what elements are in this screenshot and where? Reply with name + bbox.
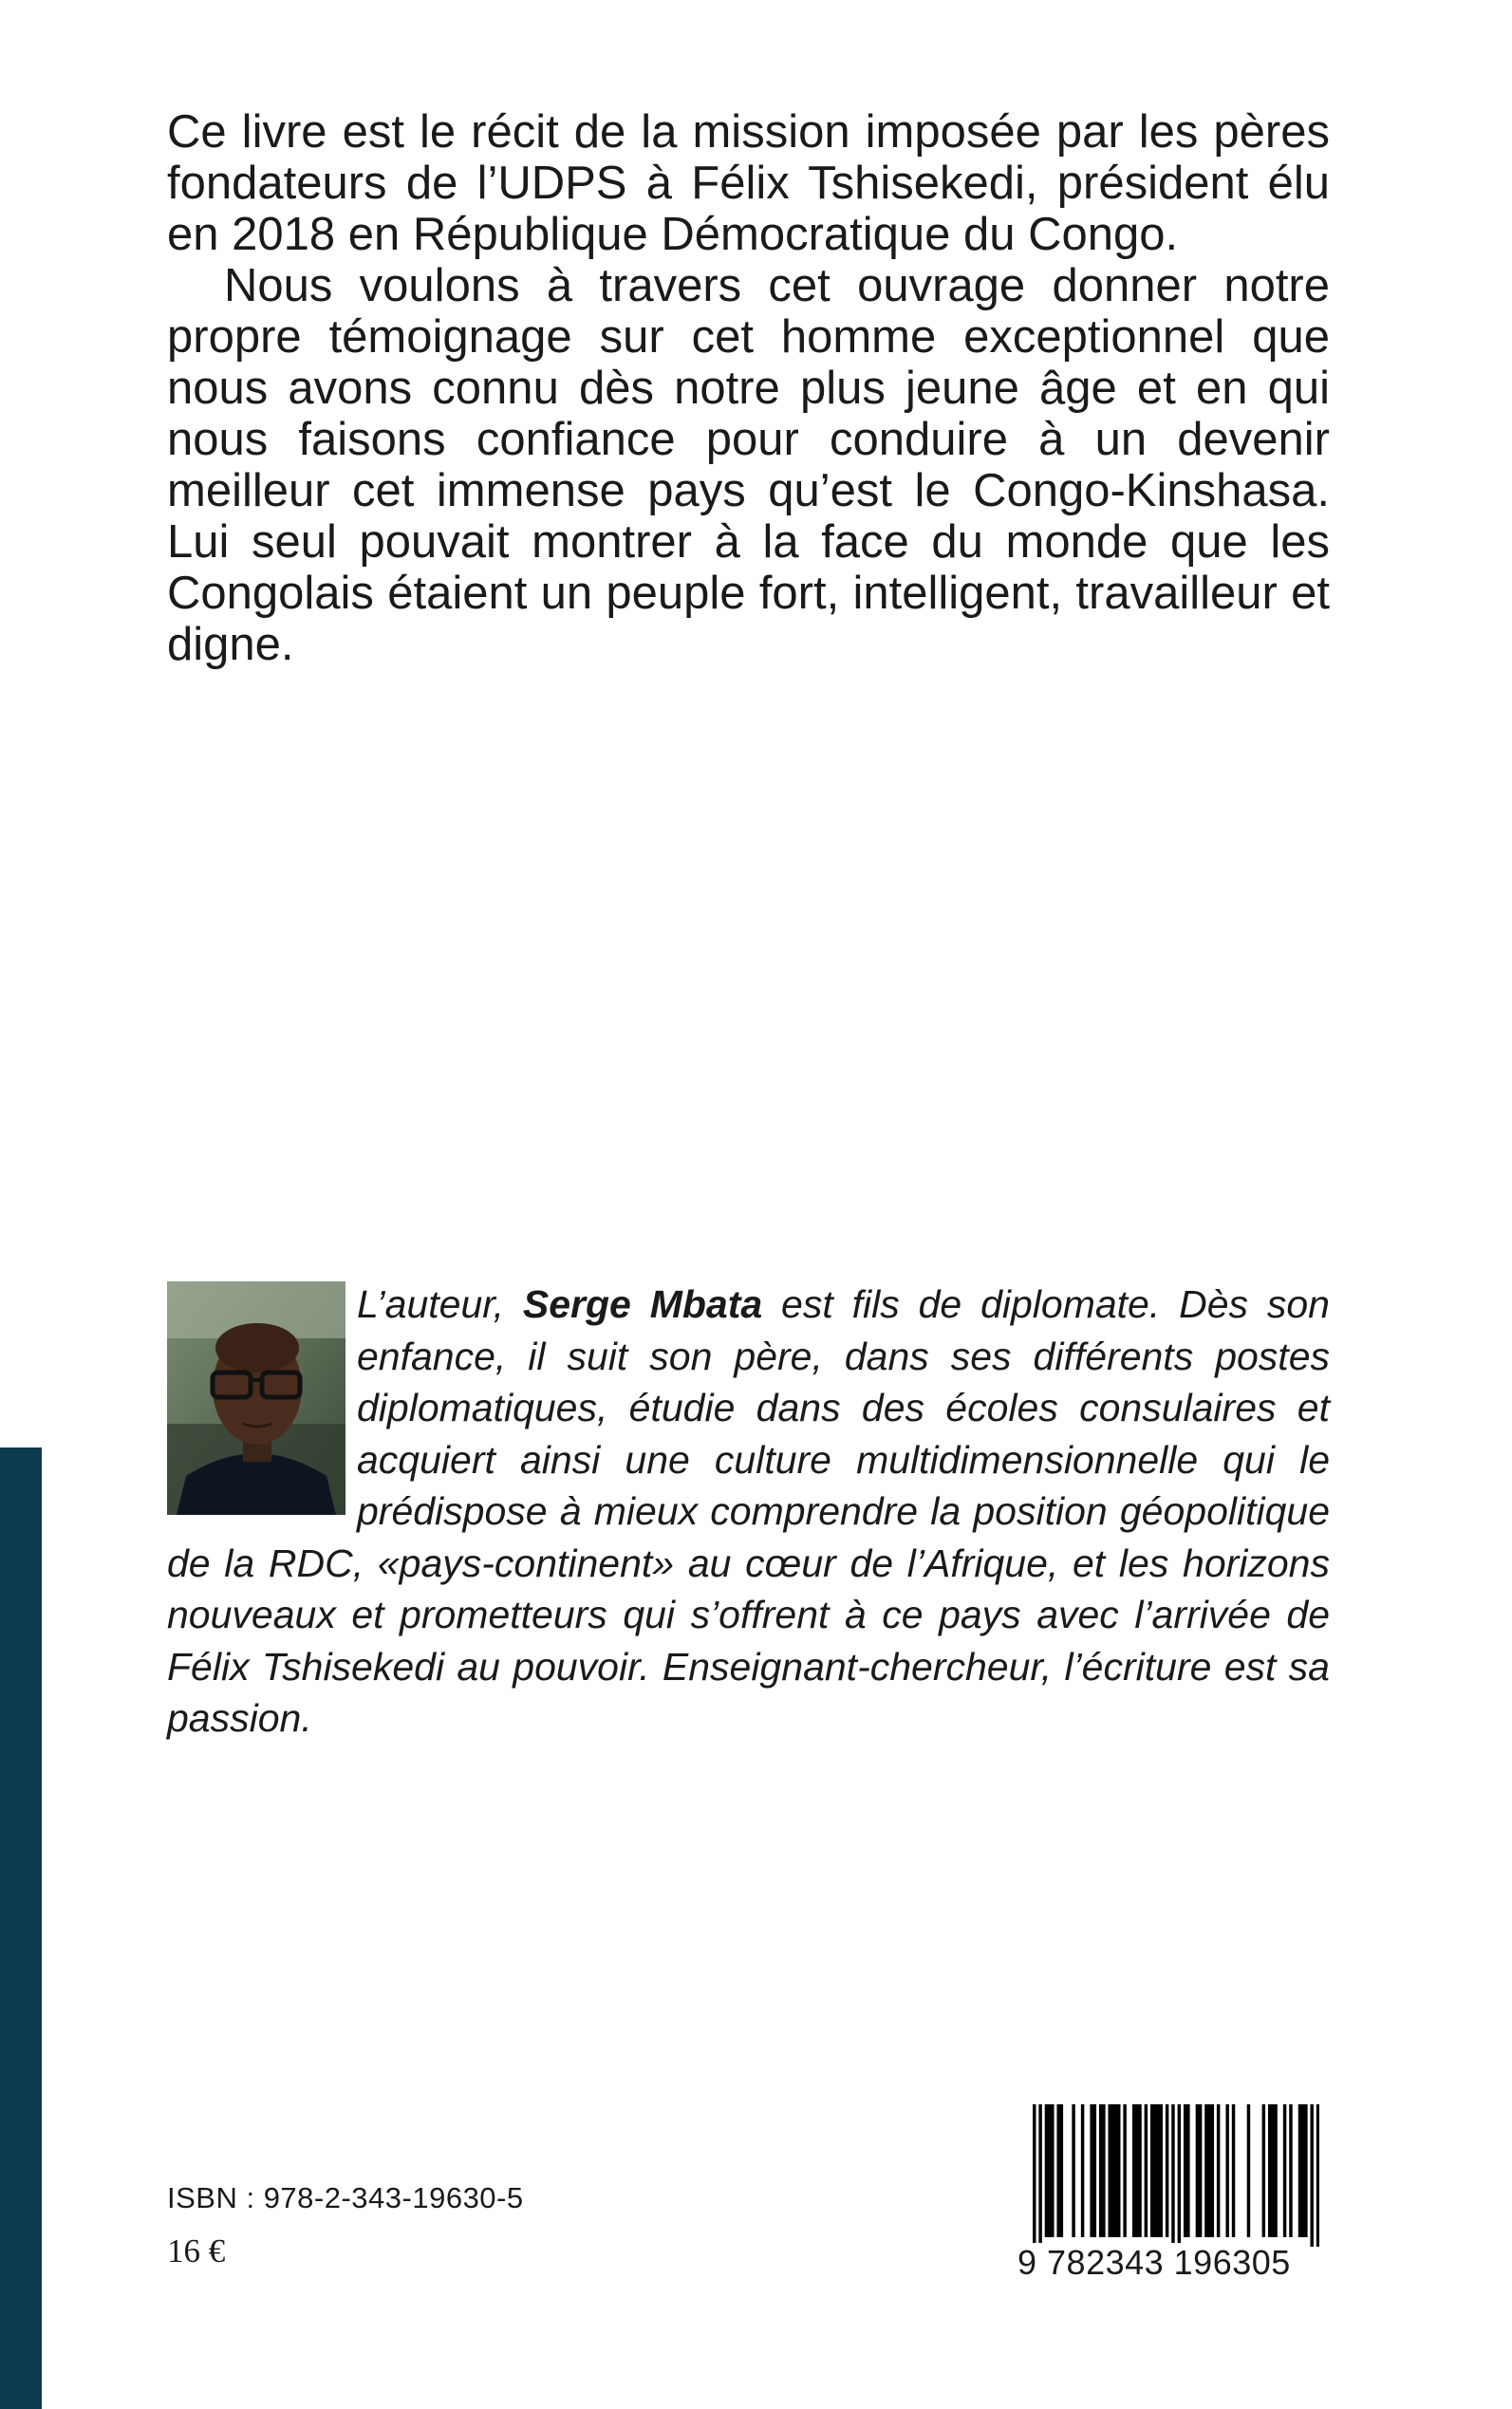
barcode-bar: [1081, 2104, 1084, 2237]
barcode-bar: [1156, 2104, 1159, 2237]
barcode-bar: [1153, 2104, 1156, 2237]
author-bio-text: est fils de diplomate. Dès son enfance, il suit son père, dans ses différents postes diplomatiques, étudie dans des écoles consulaires et acquiert ainsi une culture multidimensionnelle qui le prédispose à mieux comprendre la position géopolitique de la RDC, «pays-continent» au cœur de l’Afrique, et les horizons nouveaux et prometteurs qui s’offrent à ce pays avec l’arrivée de Félix Tshisekedi au pouvoir. Enseignant-chercheur, l’écriture est sa passion.: [167, 1282, 1330, 1740]
barcode-bar: [1289, 2104, 1292, 2237]
barcode-bar: [1033, 2104, 1036, 2247]
barcode-number: 9 782343 196305: [1017, 2243, 1291, 2282]
barcode-bar: [1171, 2104, 1174, 2247]
barcode-bar: [1262, 2104, 1265, 2237]
isbn: ISBN : 978-2-343-19630-5: [167, 2181, 524, 2214]
barcode-bar: [1225, 2104, 1228, 2237]
barcode-bar: [1160, 2104, 1163, 2237]
barcode-bar: [1114, 2104, 1117, 2237]
barcode-bar: [1184, 2104, 1186, 2237]
barcode-bar: [1247, 2104, 1250, 2237]
barcode-bar: [1056, 2104, 1059, 2237]
barcode-bar: [1072, 2104, 1074, 2237]
barcode-bar: [1166, 2104, 1168, 2237]
barcode-bar: [1217, 2104, 1220, 2237]
barcode-bar: [1301, 2104, 1304, 2237]
barcode-bar: [1132, 2104, 1135, 2237]
barcode-bar: [1186, 2104, 1189, 2237]
barcode-bar: [1196, 2104, 1199, 2237]
barcode-bar: [1145, 2104, 1148, 2237]
barcode-bar: [1274, 2104, 1277, 2237]
barcode-bar: [1204, 2104, 1207, 2237]
barcode-bar: [1271, 2104, 1274, 2237]
barcode-bar: [1038, 2104, 1041, 2247]
barcode-bar: [1093, 2104, 1096, 2237]
author-bio: [167, 1279, 1330, 1745]
barcode-bar: [1135, 2104, 1138, 2237]
barcode-bar: [1099, 2104, 1102, 2237]
barcode-bar: [1117, 2104, 1120, 2237]
author-name: Serge Mbata: [522, 1282, 763, 1326]
spine-color-band: [0, 1447, 42, 2409]
barcode-bar: [1111, 2104, 1114, 2237]
barcode-bar: [1304, 2104, 1307, 2237]
barcode-bar: [1051, 2104, 1054, 2237]
barcode-bar: [1102, 2104, 1105, 2237]
barcode-bar: [1283, 2104, 1286, 2237]
barcode-bar: [1108, 2104, 1111, 2237]
barcode-bar: [1150, 2104, 1153, 2237]
back-cover-blurb: [167, 106, 1330, 670]
barcode-bar: [1316, 2104, 1319, 2247]
barcode-bar: [1045, 2104, 1048, 2237]
price: 16 €: [167, 2232, 226, 2269]
barcode-bar: [1211, 2104, 1214, 2237]
barcode-bar: [1298, 2104, 1301, 2237]
barcode-bar: [1138, 2104, 1141, 2237]
barcode-bar: [1123, 2104, 1126, 2237]
author-intro: L’auteur,: [357, 1282, 523, 1326]
barcode-bar: [1048, 2104, 1051, 2237]
barcode-bar: [1090, 2104, 1092, 2237]
blurb-paragraph-1: Ce livre est le récit de la mission imposée par les pères fondateurs de l’UDPS à Félix Tshisekedi, président élu en 2018 en République Démocratique du Congo.: [167, 106, 1330, 260]
barcode-bar: [1178, 2104, 1181, 2247]
barcode-bar: [1199, 2104, 1202, 2237]
barcode-bar: [1207, 2104, 1210, 2237]
barcode-bar: [1310, 2104, 1313, 2247]
blurb-paragraph-2: Nous voulons à travers cet ouvrage donner notre propre témoignage sur cet homme exceptionnel que nous avons connu dès notre plus jeune âge et en qui nous faisons confiance pour conduire à un devenir meilleur cet immense pays qu’est le Congo-Kinshasa. Lui seul pouvait montrer à la face du monde que les Congolais étaient un peuple fort, intelligent, travailleur et digne.: [167, 260, 1330, 670]
barcode-bar: [1060, 2104, 1063, 2237]
barcode-bar: [1268, 2104, 1271, 2237]
barcode-bar: [1232, 2104, 1235, 2237]
